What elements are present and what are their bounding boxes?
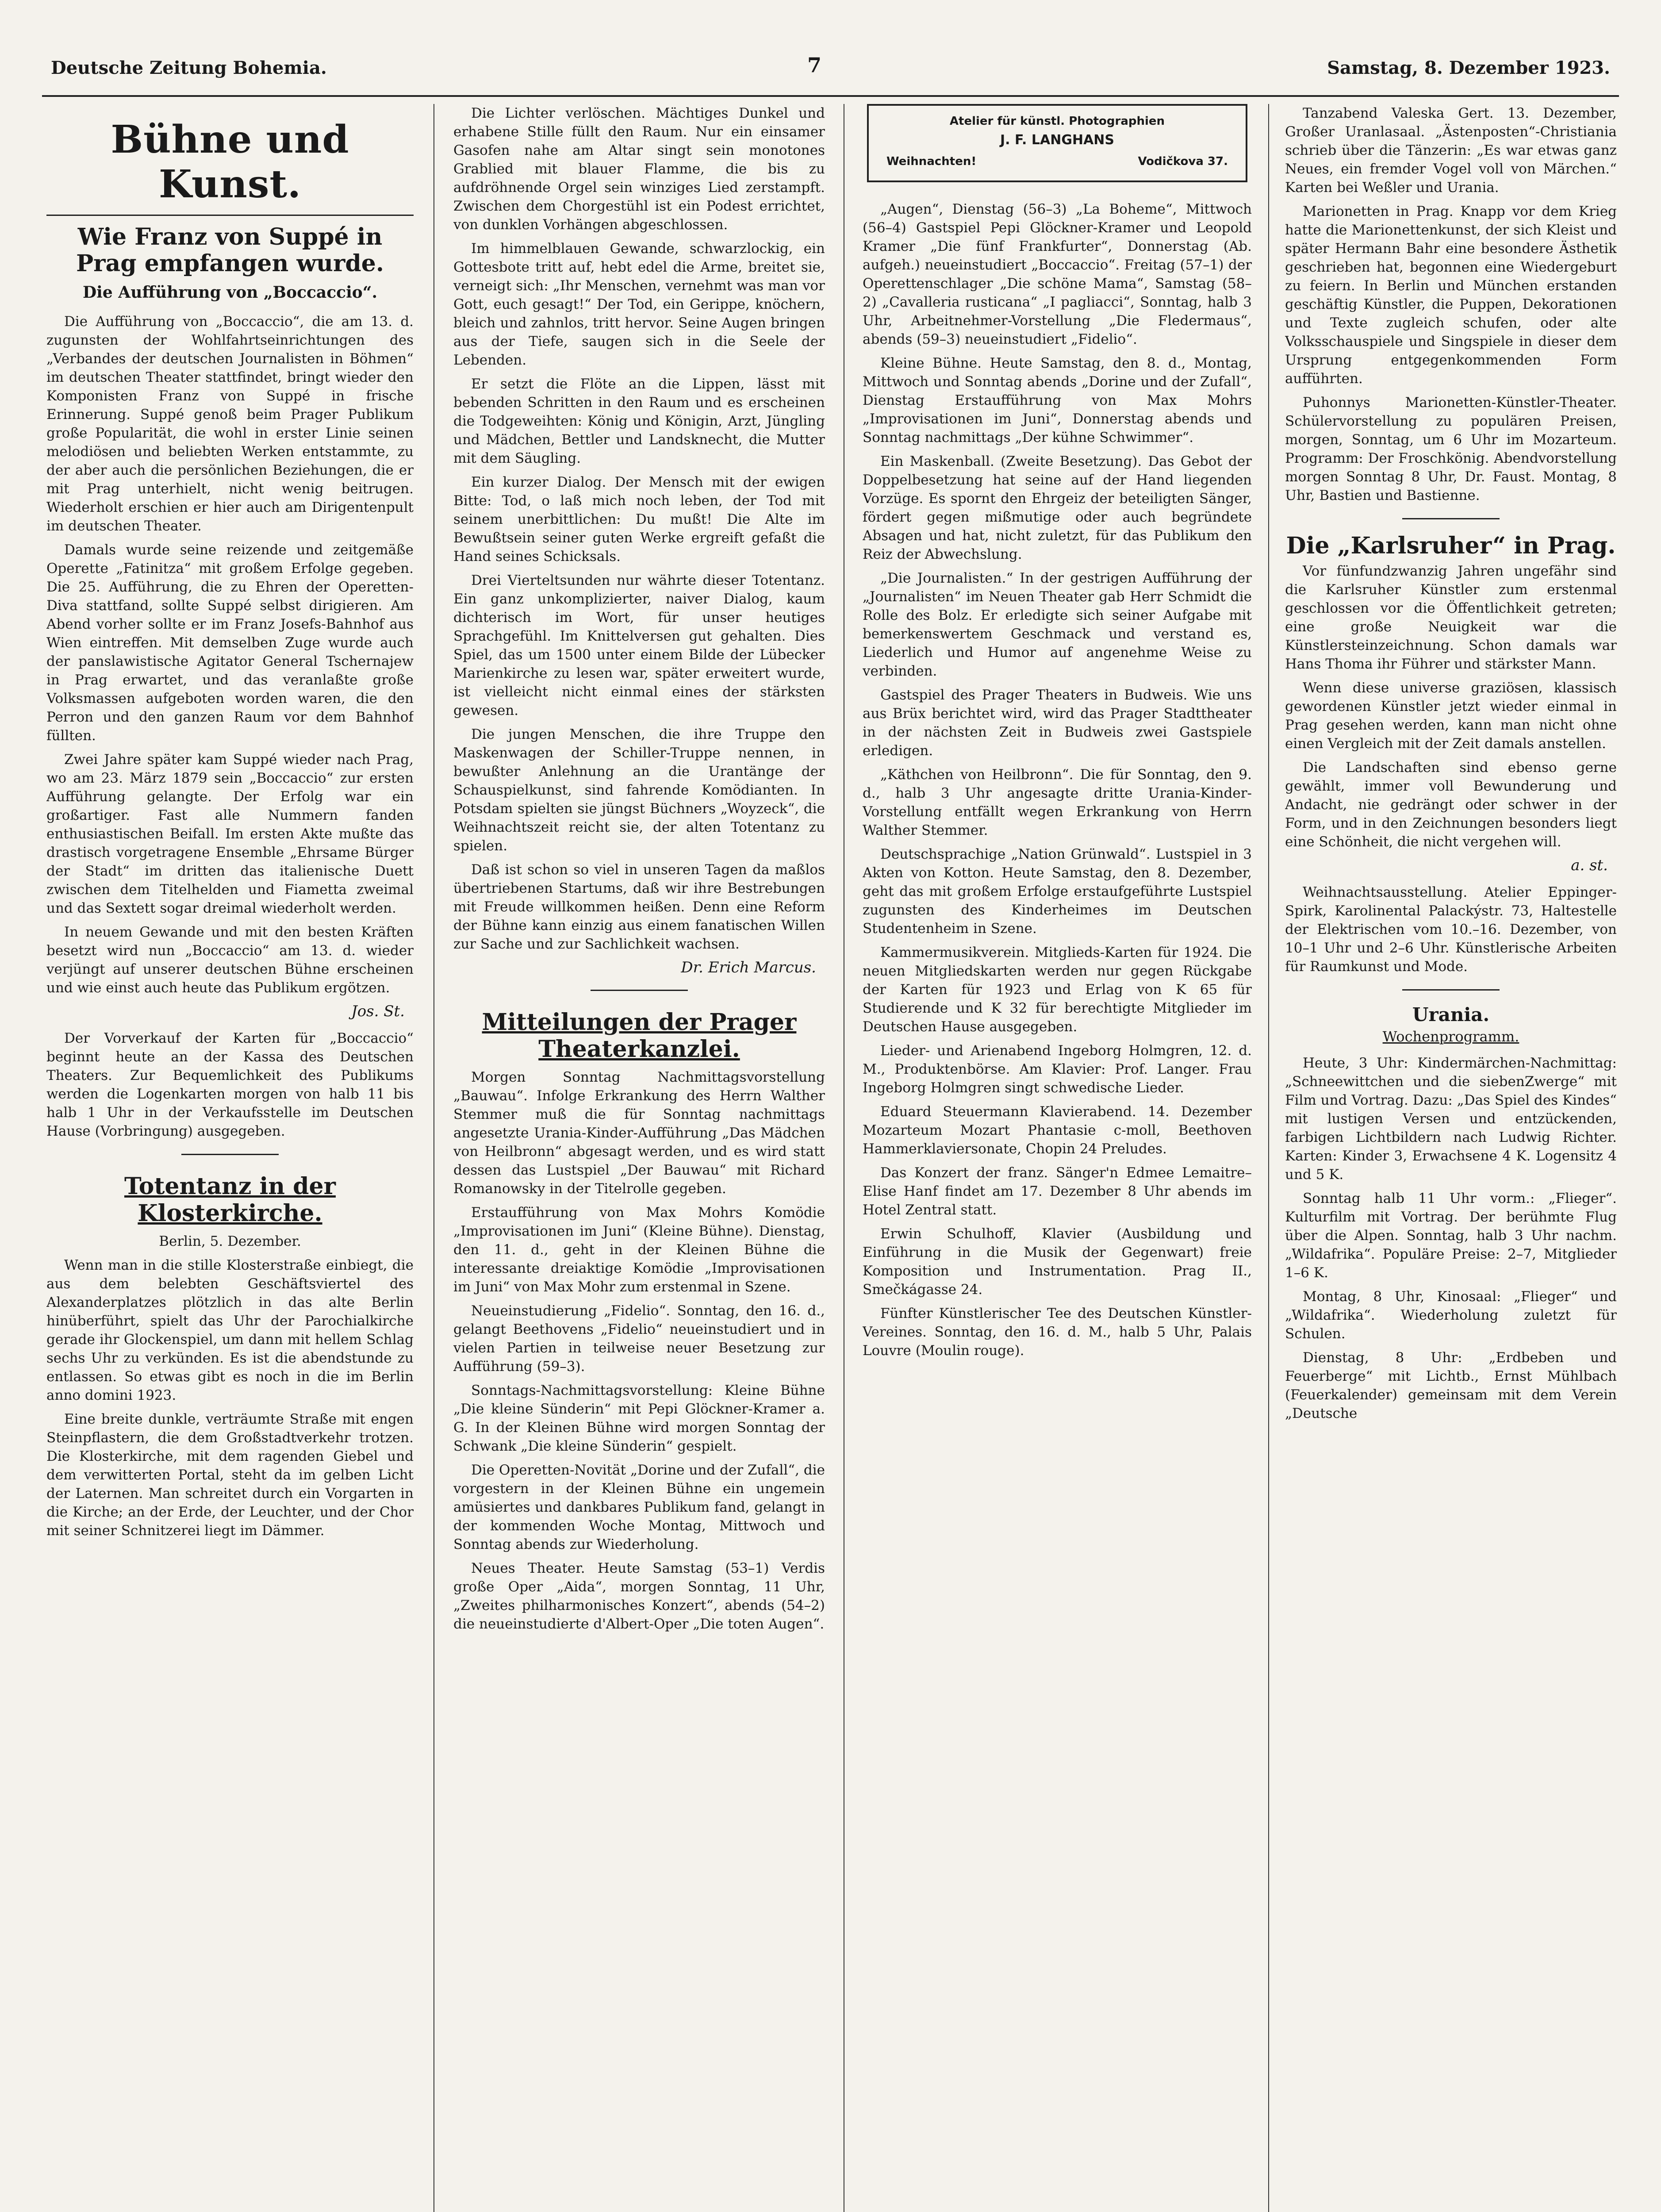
article-paragraph: Ein kurzer Dialog. Der Mensch mit der ewigen Bitte: Tod, o laß mich noch leben, der Tod mit seinem unerbittlichen: Du mußt! Die Alte im Bewußtsein seiner guten Werke ergreift gefaßt die Hand seines Schicksals. <box>453 474 825 565</box>
article-paragraph: Die Aufführung von „Boccaccio“, die am 13. d. zugunsten der Wohlfahrtseinrichtungen des „Verbandes der deutschen Journalisten in Böhmen“ im deutschen Theater stattfindet, bringt wieder den Komponisten Franz von Suppé in frische Erinnerung. Suppé genoß beim Prager Publikum große Popularität, die wohl in erster Linie seinen melodiösen und beliebten Werken entstammte, zu der aber auch die persönlichen Beziehungen, die er mit Prag unterhielt, nicht wenig beitrugen. Wiederholt erschien er hier auch am Dirigentenpult im deutschen Theater. <box>46 313 414 534</box>
issue-date: Samstag, 8. Dezember 1923. <box>1327 58 1610 78</box>
article-paragraph: Wenn diese universe graziösen, klassisch gewordenen Künstler jetzt wieder einmal in Prag gesehen werden, kann man nicht ohne einen Vergleich mit der Zeit damals anstellen. <box>1285 680 1617 752</box>
divider <box>591 990 688 991</box>
article-byline: Dr. Erich Marcus. <box>681 959 816 976</box>
column-4 <box>1285 104 1617 2212</box>
notice-item: Weihnachtsausstellung. Atelier Eppinger-Spirk, Karolinental Palackýstr. 73, Haltestelle der Elektrischen vom 10.–16. Dezember, von 10–1 Uhr und 2–6 Uhr. Künstlerische Arbeiten für Raumkunst und Mode. <box>1285 884 1617 975</box>
article-paragraph: Zwei Jahre später kam Suppé wieder nach Prag, wo am 23. März 1879 sein „Boccaccio“ zur ersten Aufführung gelangte. Der Erfolg war ein großartiger. Fast alle Nummern fanden enthusiastischen Beifall. Im ersten Akte mußte das drastisch vorgetragene Ensemble „Ehrsame Bürger der Stadt“ im dritten das italienische Duett zwischen dem Titelhelden und Fiametta zweimal und das Sextett sogar dreimal wiederholt werden. <box>46 751 414 916</box>
column-3 <box>863 104 1252 2212</box>
program-item: Montag, 8 Uhr, Kinosaal: „Flieger“ und „Wildafrika“. Wiederholung zuletzt für Schulen. <box>1285 1288 1617 1342</box>
article-paragraph: Die Landschaften sind ebenso gerne gewählt, immer voll Bewunderung und Andacht, nie gedrängt oder schwer in der Form, und in den Zeichnungen besonders liegt eine Schönheit, die nicht vergehen will. <box>1285 759 1617 850</box>
divider <box>181 1154 279 1155</box>
article-byline: Jos. St. <box>351 1002 405 1020</box>
article-subhead: Die Aufführung von „Boccaccio“. <box>82 283 378 302</box>
article-paragraph: In neuem Gewande und mit den besten Kräften besetzt wird nun „Boccaccio“ am 13. d. wieder verjüngt auf unserer deutschen Bühne erscheinen und wie einst auch heute das Publikum ergötzen. <box>46 924 414 996</box>
program-item: Sonntag halb 11 Uhr vorm.: „Flieger“. Kulturfilm mit Vortrag. Der berühmte Flug über die Alpen. Sonntag, halb 3 Uhr nachm. „Wildafrika“. Populäre Preise: 2–7, Mitglieder 1–6 K. <box>1285 1190 1617 1281</box>
ad-name: J. F. LANGHANS <box>1000 132 1115 148</box>
article-paragraph: Daß ist schon so viel in unseren Tagen da maßlos übertriebenen Startums, daß wir ihre Bestrebungen mit Freude willkommen heißen. Denn eine Reform der Bühne kann einzig aus einem fanatischen Willen zur Sache und zur Sachlichkeit wachsen. <box>453 862 825 952</box>
article-headline: Wie Franz von Suppé in Prag empfangen wurde. <box>76 223 384 277</box>
article-paragraph: Die Lichter verlöschen. Mächtiges Dunkel und erhabene Stille füllt den Raum. Nur ein einsamer Gasofen nahe am Altar singt sein monotones Grablied mit blauer Flamme, die bis zu aufdröhnende Orgel sein winziges Lied zerstampft. Zwischen dem Chorgestühl ist ein Podest errichtet, von dunklen Vorhängen abgeschlossen. <box>453 105 825 233</box>
urania-subtitle: Wochenprogramm. <box>1382 1028 1519 1045</box>
notice-item: Puhonnys Marionetten-Künstler-Theater. Schülervorstellung zu populären Preisen, morgen, Sonntag, um 6 Uhr im Mozarteum. Programm: Der Froschkönig. Abendvorstellung morgen Sonntag 8 Uhr, Dr. Faust. Montag, 8 Uhr, Bastien und Bastienne. <box>1285 395 1617 503</box>
column-1 <box>46 104 414 2212</box>
column-rule <box>1268 104 1269 2212</box>
article-paragraph: Er setzt die Flöte an die Lippen, lässt mit bebenden Schritten in den Raum und es erscheinen die Todgeweihten: König und Königin, Arzt, Jüngling und Mädchen, Bettler und Landsknecht, die Mutter mit dem Säugling. <box>453 376 825 466</box>
ad-line: Atelier für künstl. Photographien <box>949 115 1165 128</box>
notice-item: Deutschsprachige „Nation Grünwald“. Lustspiel in 3 Akten von Kotton. Heute Samstag, den 8. Dezember, geht das mit großem Erfolge erstaufgeführte Lustspiel zugunsten des Kinderheimes im Deutschen Studentenheim in Szene. <box>863 846 1252 937</box>
divider <box>1402 518 1500 519</box>
section-kicker: Bühne und Kunst. <box>46 117 414 216</box>
notice-item: Erwin Schulhoff, Klavier (Ausbildung und Einführung in die Musik der Gegenwart) freie Komposition und Instrumentation. Prag II., Smečkágasse 24. <box>863 1226 1252 1298</box>
section-title: Totentanz in der Klosterkirche. <box>124 1172 336 1227</box>
notice-item: Marionetten in Prag. Knapp vor dem Krieg hatte die Marionettenkunst, der sich Kleist und später Hermann Bahr eine besondere Ästhetik geschrieben hat, begonnen eine Wiedergeburt zu feiern. In Berlin und München erstanden geschäftig Künstler, die Puppen, Dekorationen und Texte zugleich schufen, oder alte Volksschauspiele und Singspiele in dieser dem Ursprung entgegenkommenden Form aufführten. <box>1285 204 1617 387</box>
article-paragraph: Vor fünfundzwanzig Jahren ungefähr sind die Karlsruher Künstler zum erstenmal geschlossen vor die Öffentlichkeit getreten; eine große Neuigkeit war die Künstlersteinzeichnung. Schon damals war Hans Thoma ihr Führer und stärkster Mann. <box>1285 563 1617 672</box>
notice-item: Morgen Sonntag Nachmittagsvorstellung „Bauwau“. Infolge Erkrankung des Herrn Walther Stemmer muß die für Sonntag nachmittags angesetzte Urania-Kinder-Aufführung „Das Mädchen von Heilbronn“ abgesagt werden, und es wird statt dessen das Lustspiel „Der Bauwau“ mit Richard Romanowsky in der Titelrolle gegeben. <box>453 1069 825 1197</box>
page-header <box>42 42 1619 97</box>
article-paragraph: Wenn man in die stille Klosterstraße einbiegt, die aus dem belebten Geschäftsviertel des Alexanderplatzes plötzlich in das alte Berlin hinüberführt, spielt das Uhr der Parochialkirche gerade ihr Glockenspiel, um dann mit hellem Schlag sechs Uhr zu verkünden. Es ist die abendstunde zu entlassen. So etwas gibt es noch in die im Berlin anno domini 1923. <box>46 1257 414 1403</box>
notice-item: Erstaufführung von Max Mohrs Komödie „Improvisationen im Juni“ (Kleine Bühne). Dienstag, den 11. d., geht in der Kleinen Bühne die interessante dreiaktige Komödie „Improvisationen im Juni“ von Max Mohr zum erstenmal in Szene. <box>453 1205 825 1295</box>
article-paragraph: Damals wurde seine reizende und zeitgemäße Operette „Fatinitza“ mit großem Erfolge gegeben. Die 25. Aufführung, die zu Ehren der Operetten-Diva stattfand, sollte Suppé selbst dirigieren. Am Abend vorher sollte er im Franz Josefs-Bahnhof aus Wien eintreffen. Mit demselben Zuge wurde auch der panslawistische Agitator General Tschernajew in Prag erwartet, und das veranlaßte große Volksmassen aufgeboten worden waren, die den Perron und den ganzen Raum vor dem Bahnhof füllten. <box>46 541 414 744</box>
notice-item: Kleine Bühne. Heute Samstag, den 8. d., Montag, Mittwoch und Sonntag abends „Dorine und der Zufall“, Dienstag Erstaufführung von Max Mohrs „Improvisationen im Juni“, Donnerstag abends und Sonntag nachmittags „Der kühne Schwimmer“. <box>863 355 1252 445</box>
program-item: Heute, 3 Uhr: Kindermärchen-Nachmittag: „Schneewittchen und die siebenZwerge“ mit Film und Vortrag. Dazu: „Das Spiel des Kindes“ mit lustigen Versen und entzückenden, farbigen Lichtbildern nach Ludwig Richter. Karten: Kinder 3, Erwachsene 4 K. Logensitz 4 und 5 K. <box>1285 1055 1617 1183</box>
divider <box>1402 989 1500 991</box>
notice-item: Sonntags-Nachmittagsvorstellung: Kleine Bühne „Die kleine Sünderin“ mit Pepi Glöckner-Kramer a. G. In der Kleinen Bühne wird morgen Sonntag der Schwank „Die kleine Sünderin“ gespielt. <box>453 1382 825 1454</box>
notice-item: „Die Journalisten.“ In der gestrigen Aufführung der „Journalisten“ im Neuen Theater gab Herr Schmidt die Rolle des Bolz. Er erledigte sich seiner Aufgabe mit bemerkenswertem Geschmack und verstand es, Liederlich und Humor auf angenehme Weise zu verbinden. <box>863 570 1252 679</box>
notice-item: Neues Theater. Heute Samstag (53–1) Verdis große Oper „Aida“, morgen Sonntag, 11 Uhr, „Zweites philharmonisches Konzert“, abends (54–2) die neueinstudierte d'Albert-Oper „Die toten Augen“. <box>453 1560 825 1632</box>
notice-item: Neueinstudierung „Fidelio“. Sonntag, den 16. d., gelangt Beethovens „Fidelio“ neueinstudiert und in vielen Partien in teilweise neuer Besetzung zur Aufführung (59–3). <box>453 1303 825 1375</box>
ad-left: Weihnachten! <box>886 155 977 168</box>
article-paragraph: Eine breite dunkle, verträumte Straße mit engen Steinpflastern, die dem Großstadtverkehr trotzen. Die Klosterkirche, mit dem ragenden Giebel und dem verwitterten Portal, steht da im gelben Licht der Laternen. Man schreitet durch ein Vorgarten in die Kirche; an der Erde, der Leuchter, und der Chor mit seiner Schnitzerei liegt im Dämmer. <box>46 1411 414 1539</box>
notice-item: Ein Maskenball. (Zweite Besetzung). Das Gebot der Doppelbesetzung hat seine auf der Hand liegenden Vorzüge. Es spornt den Ehrgeiz der beteiligten Sänger, fördert gegen mißmutige oder auch begründete Absagen und hat, nicht zuletzt, für das Publikum den Reiz der Abwechslung. <box>863 453 1252 562</box>
notice-item: Lieder- und Arienabend Ingeborg Holmgren, 12. d. M., Produktenbörse. Am Klavier: Prof. Langer. Frau Ingeborg Holmgren singt schwedische Lieder. <box>863 1043 1252 1096</box>
photo-studio-ad <box>867 104 1247 182</box>
program-item: Dienstag, 8 Uhr: „Erdbeben und Feuerberge“ mit Lichtb., Ernst Mühlbach (Feuerkalender) gemeinsam mit dem Verein „Deutsche <box>1285 1349 1617 1421</box>
notice-item: „Augen“, Dienstag (56–3) „La Boheme“, Mittwoch (56–4) Gastspiel Pepi Glöckner-Kramer und Leopold Kramer „Die fünf Frankfurter“, Donnerstag (Ab. aufgeh.) neueinstudiert „Boccaccio“. Freitag (57–1) der Operettenschlager „Die schöne Mama“, Samstag (58–2) „Cavalleria rusticana“ „I pagliacci“, Sonntag, halb 3 Uhr, Arbeitnehmer-Vorstellung „Die Fledermaus“, abends (59–3) neueinstudiert „Fidelio“. <box>863 201 1252 347</box>
section-title: Die „Karlsruher“ in Prag. <box>1286 532 1616 559</box>
notice-item: Gastspiel des Prager Theaters in Budweis. Wie uns aus Brüx berichtet wird, wird das Prager Stadttheater in der nächsten Zeit in Budweis zwei Gastspiele erledigen. <box>863 687 1252 759</box>
notice-item: Das Konzert der franz. Sänger'n Edmee Lemaitre–Elise Hanf findet am 17. Dezember 8 Uhr abends im Hotel Zentral statt. <box>863 1165 1252 1218</box>
urania-title: Urania. <box>1412 1003 1490 1025</box>
article-paragraph: Die jungen Menschen, die ihre Truppe den Maskenwagen der Schiller-Truppe nennen, in bewußter Anlehnung an die Urantänge der Schauspielkunst, sind fahrende Komödianten. In Potsdam spielten sie jüngst Büchners „Woyzeck“, die Weihnachtszeit reicht sie, der alten Totentanz zu spielen. <box>453 726 825 854</box>
newspaper-page <box>42 42 1619 2212</box>
ad-right: Vodičkova 37. <box>1138 155 1228 168</box>
notice-item: „Käthchen von Heilbronn“. Die für Sonntag, den 9. d., halb 3 Uhr angesagte dritte Urania-Kinder-Vorstellung entfällt wegen Erkrankung von Herrn Walther Stemmer. <box>863 767 1252 838</box>
article-paragraph: Im himmelblauen Gewande, schwarzlockig, ein Gottesbote tritt auf, hebt edel die Arme, breitet sie, verneigt sich: „Ihr Menschen, vernehmt was man vor Gott, euch gesagt!“ Der Tod, ein Gerippe, knöchern, bleich und zahnlos, tritt hervor. Seine Augen bringen aus der Tiefe, saugen sich in die Seele der Lebenden. <box>453 241 825 368</box>
section-title: Mitteilungen der Prager Theaterkanzlei. <box>482 1009 797 1063</box>
column-rule <box>433 104 434 2212</box>
page-number: 7 <box>807 53 822 77</box>
notice-item: Fünfter Künstlerischer Tee des Deutschen Künstler-Vereines. Sonntag, den 16. d. M., halb 5 Uhr, Palais Louvre (Moulin rouge). <box>863 1306 1252 1359</box>
notice-item: Die Operetten-Novität „Dorine und der Zufall“, die vorgestern in der Kleinen Bühne ein ungemein amüsiertes und dankbares Publikum fand, gelangt in der kommenden Woche Montag, Mittwoch und Sonntag abends zur Wiederholung. <box>453 1462 825 1552</box>
column-2 <box>453 104 825 2212</box>
notice-item: Eduard Steuermann Klavierabend. 14. Dezember Mozarteum Mozart Phantasie c-moll, Beethoven Hammerklaviersonate, Chopin 24 Preludes. <box>863 1104 1252 1157</box>
notice-item: Kammermusikverein. Mitglieds-Karten für 1924. Die neuen Mitgliedskarten werden nur gegen Rückgabe der Karten für 1923 und Erlag von K 65 für Studierende und K 32 für berechtigte Mitglieder im Deutschen Hause ausgegeben. <box>863 945 1252 1035</box>
article-byline: a. st. <box>1571 856 1608 874</box>
article-note: Der Vorverkauf der Karten für „Boccaccio“ beginnt heute an der Kassa des Deutschen Theaters. Zur Bequemlichkeit des Publikums werden die Logenkarten morgen von halb 11 bis halb 1 Uhr in der Verkaufsstelle im Deutschen Hause (Vorbringung) ausgegeben. <box>46 1030 414 1139</box>
notice-item: Tanzabend Valeska Gert. 13. Dezember, Großer Uranlasaal. „Ästenposten“-Christiania schrieb über die Tänzerin: „Es war etwas ganz Neues, ein fremder Vogel voll von Märchen.“ Karten bei Weßler und Urania. <box>1285 105 1617 196</box>
article-paragraph: Drei Vierteltsunden nur währte dieser Totentanz. Ein ganz unkomplizierter, naiver Dialog, kaum dichterisch im Wort, für unser heutiges Sprachgefühl. Im Knittelversen gut gehalten. Dies Spiel, das um 1500 unter einem Bilde der Lübecker Marienkirche zu lesen war, später erweitert wurde, ist vielleicht nicht einmal eines der stärksten gewesen. <box>453 572 825 718</box>
article-paragraph: Berlin, 5. Dezember. <box>159 1233 301 1249</box>
newspaper-name: Deutsche Zeitung Bohemia. <box>51 58 327 78</box>
